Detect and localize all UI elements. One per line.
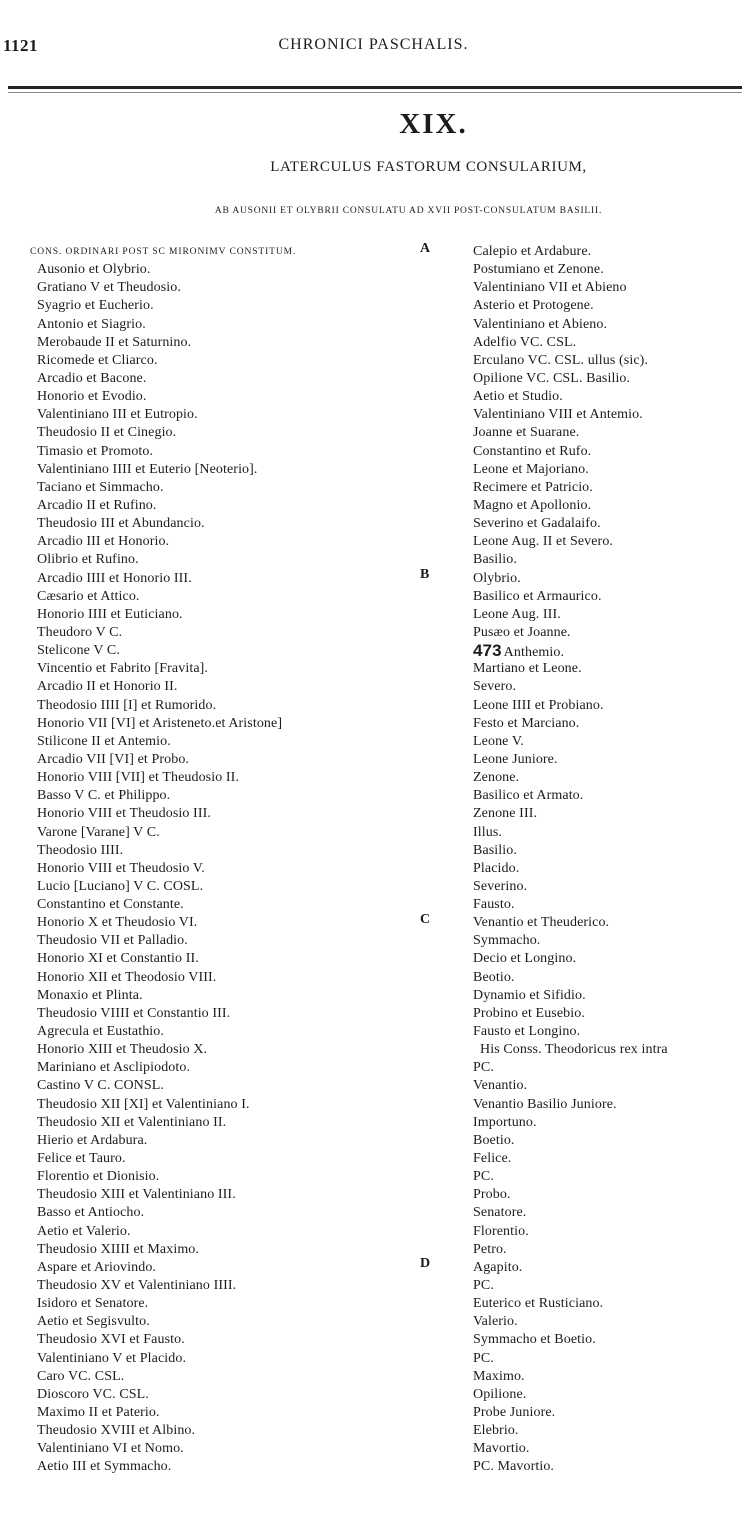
consul-entry: Valentiniano VII et Abieno <box>473 280 627 296</box>
consul-entry: Cæsario et Attico. <box>37 588 140 604</box>
consul-entry: Venantio. <box>473 1078 528 1094</box>
consul-entry: Lucio [Luciano] V C. COSL. <box>37 878 204 894</box>
consul-entry: Arcadio II et Honorio II. <box>37 679 178 695</box>
consul-entry: Aetio et Valerio. <box>37 1223 131 1239</box>
consul-entry: Placido. <box>473 860 520 876</box>
consul-entry: Honorio VIII et Theudosio V. <box>37 860 205 876</box>
consul-entry: Arcadio VII [VI] et Probo. <box>37 751 190 767</box>
consul-entry: Stilicone II et Antemio. <box>37 733 171 749</box>
consul-entry: Maximo II et Paterio. <box>37 1405 160 1420</box>
consul-entry: Hierio et Ardabura. <box>37 1132 148 1148</box>
consul-entry: Honorio XIII et Theudosio X. <box>37 1042 208 1058</box>
consul-entry: Theudosio VIIII et Constantio III. <box>37 1005 231 1021</box>
consul-entry <box>473 642 668 660</box>
consul-entry: Zenone III. <box>473 806 538 822</box>
consul-entry: Magno et Apollonio. <box>473 497 592 513</box>
consul-entry: Ricomede et Cliarco. <box>37 352 158 368</box>
consul-entry: Recimere et Patricio. <box>473 479 593 495</box>
consul-entry: Leone IIII et Probiano. <box>473 697 604 713</box>
consul-entry: Theudosio VII et Palladio. <box>37 933 188 949</box>
consul-entry: PC. <box>473 1169 494 1185</box>
consul-entry: Theudosio II et Cinegio. <box>37 425 177 441</box>
consul-entry: Theudosio XVIII et Albino. <box>37 1423 196 1439</box>
consul-entry: Valentiniano VI et Nomo. <box>37 1441 184 1457</box>
consul-entry: Valentiniano V et Placido. <box>37 1350 187 1366</box>
consul-entry: Leone Juniore. <box>473 751 558 767</box>
consul-entry: Pusæo et Joanne. <box>473 624 571 640</box>
consul-entry: His Conss. Theodoricus rex intra <box>480 1042 668 1058</box>
consul-entry: Agapito. <box>473 1259 523 1275</box>
consul-entry: Basso V C. et Philippo. <box>37 788 171 804</box>
consul-entry: Varone [Varane] V C. <box>37 824 160 840</box>
section-number: XIX. <box>399 108 468 140</box>
consul-entry: Maximo. <box>473 1368 525 1384</box>
consul-entry: Gratiano V et Theudosio. <box>37 280 181 296</box>
consul-entry: PC. <box>473 1278 494 1294</box>
consul-entry: Venantio et Theuderico. <box>473 915 610 931</box>
consul-entry: Taciano et Simmacho. <box>37 479 164 495</box>
consul-entry: Boetio. <box>473 1132 515 1148</box>
consul-entry: Theodosio IIII [I] et Rumorido. <box>37 697 217 713</box>
consul-entry: Theudosio XII [XI] et Valentiniano I. <box>37 1096 250 1112</box>
consul-entry: Isidoro et Senatore. <box>37 1296 149 1312</box>
year-marker: 473 <box>473 641 502 661</box>
consul-entry: Senatore. <box>473 1205 527 1221</box>
consul-entry: Aetio et Segisvulto. <box>37 1314 150 1330</box>
consul-entry: Castino V C. CONSL. <box>37 1078 165 1094</box>
consul-entry: PC. Mavortio. <box>473 1459 555 1475</box>
consul-entry: Aspare et Ariovindo. <box>37 1259 157 1275</box>
consul-entry: Fausto. <box>473 897 515 913</box>
consul-entry: Theudosio XII et Valentiniano II. <box>37 1114 227 1130</box>
consul-entry: Calepio et Ardabure. <box>473 244 592 259</box>
consul-entry: Festo et Marciano. <box>473 715 580 731</box>
consul-entry: Honorio X et Theudosio VI. <box>37 915 198 931</box>
header-rule-thin <box>8 92 742 93</box>
consul-entry: Stelicone V C. <box>37 643 120 659</box>
consul-entry: Theudoro V C. <box>37 624 123 640</box>
consul-entry: Theudosio XIII et Valentiniano III. <box>37 1187 236 1203</box>
consul-entry: Valentiniano et Abieno. <box>473 316 608 332</box>
consul-entry: Severino et Gadalaifo. <box>473 516 601 532</box>
consul-entry: Theudosio XIIII et Maximo. <box>37 1241 200 1257</box>
consul-entry: Venantio Basilio Juniore. <box>473 1096 617 1112</box>
consul-entry: Elebrio. <box>473 1423 519 1439</box>
consul-entry: Decio et Longino. <box>473 951 577 967</box>
running-title: CHRONICI PASCHALIS. <box>278 36 469 53</box>
section-title: LATERCULUS FASTORUM CONSULARIUM, <box>270 159 587 175</box>
consul-entry: Valerio. <box>473 1314 518 1330</box>
consul-entry: Florentio et Dionisio. <box>37 1169 160 1185</box>
consul-entry: Caro VC. CSL. <box>37 1368 125 1384</box>
consul-entry: Leone Aug. III. <box>473 606 561 622</box>
consul-entry: Merobaude II et Saturnino. <box>37 334 192 350</box>
consul-entry: Symmacho et Boetio. <box>473 1332 596 1348</box>
consul-entry: Honorio VIII [VII] et Theudosio II. <box>37 770 240 786</box>
consul-entry: Arcadio et Bacone. <box>37 370 147 386</box>
left-column-heading: CONS. ORDINARI POST SC MIRONIMV CONSTITUM. <box>30 247 297 257</box>
left-column <box>30 243 297 1477</box>
consul-entry: Felice. <box>473 1151 512 1167</box>
consul-entry: Theodosio IIII. <box>37 842 124 858</box>
consul-entry: Timasio et Promoto. <box>37 443 154 459</box>
consul-entry-text: Anthemio. <box>503 645 565 661</box>
consul-entry: Valentiniano IIII et Euterio [Neoterio]. <box>37 461 258 477</box>
consul-entry: PC. <box>473 1060 494 1076</box>
consul-entry: Symmacho. <box>473 933 541 949</box>
consul-entry: Syagrio et Eucherio. <box>37 298 154 314</box>
consul-entry: Theudosio XV et Valentiniano IIII. <box>37 1278 237 1294</box>
consul-entry: Mavortio. <box>473 1441 530 1457</box>
consul-entry: PC. <box>473 1350 494 1366</box>
consul-entry: Leone et Majoriano. <box>473 461 589 477</box>
consul-entry: Constantino et Rufo. <box>473 443 592 459</box>
consul-entry: Olybrio. <box>473 570 521 586</box>
consul-entry: Honorio VII [VI] et Aristeneto.et Aristone] <box>37 715 283 731</box>
consul-entry: Honorio VIII et Theudosio III. <box>37 806 211 822</box>
consul-entry: Probe Juniore. <box>473 1405 556 1420</box>
header-rule <box>8 86 742 89</box>
consul-entry: Basilico et Armato. <box>473 788 584 804</box>
consul-entry: Leone Aug. II et Severo. <box>473 534 614 550</box>
consul-entry: Agrecula et Eustathio. <box>37 1024 164 1040</box>
consul-entry: Aetio III et Symmacho. <box>37 1459 172 1475</box>
consul-entry: Euterico et Rusticiano. <box>473 1296 604 1312</box>
consul-entry: Dynamio et Sifidio. <box>473 987 586 1003</box>
consul-entry: Basilio. <box>473 552 517 568</box>
page-number: 1121 <box>3 36 39 55</box>
consul-entry: Valentiniano III et Eutropio. <box>37 407 198 423</box>
consul-entry: Theudosio XVI et Fausto. <box>37 1332 185 1348</box>
consul-entry: Valentiniano VIII et Antemio. <box>473 407 643 423</box>
margin-letter-b: B <box>420 567 430 582</box>
consul-entry: Monaxio et Plinta. <box>37 987 143 1003</box>
consul-entry: Leone V. <box>473 733 524 749</box>
consul-entry: Opilione. <box>473 1386 527 1402</box>
consul-entry: Honorio et Evodio. <box>37 389 147 405</box>
consul-entry: Beotio. <box>473 969 515 985</box>
consul-entry: Vincentio et Fabrito [Fravita]. <box>37 661 208 677</box>
consul-entry: Aetio et Studio. <box>473 389 563 405</box>
consul-entry: Opilione VC. CSL. Basilio. <box>473 370 631 386</box>
consul-entry: Olibrio et Rufino. <box>37 552 139 568</box>
margin-letter-c: C <box>420 912 431 927</box>
consul-entry: Joanne et Suarane. <box>473 425 580 441</box>
consul-entry: Martiano et Leone. <box>473 661 582 677</box>
consul-entry: Honorio IIII et Euticiano. <box>37 606 183 622</box>
consul-entry: Honorio XII et Theodosio VIII. <box>37 969 217 985</box>
section-subtitle: AB AUSONII ET OLYBRII CONSULATU AD XVII POST-CONSULATUM BASILII. <box>214 206 603 216</box>
consul-entry: Adelfio VC. CSL. <box>473 334 577 350</box>
consul-entry: Fausto et Longino. <box>473 1024 581 1040</box>
consul-entry: Ausonio et Olybrio. <box>37 262 151 278</box>
consul-entry: Honorio XI et Constantio II. <box>37 951 199 967</box>
consul-entry: Severo. <box>473 679 517 695</box>
consul-entry: Dioscoro VC. CSL. <box>37 1386 149 1402</box>
consul-entry: Illus. <box>473 824 502 840</box>
margin-letter-a: A <box>420 241 431 256</box>
consul-entry: Zenone. <box>473 770 520 786</box>
consul-entry: Constantino et Constante. <box>37 897 184 913</box>
consul-entry: Antonio et Siagrio. <box>37 316 146 332</box>
consul-entry: Petro. <box>473 1241 507 1257</box>
consul-entry: Felice et Tauro. <box>37 1151 126 1167</box>
consul-entry: Postumiano et Zenone. <box>473 262 604 278</box>
consul-entry: Asterio et Protogene. <box>473 298 594 314</box>
consul-entry: Probino et Eusebio. <box>473 1005 585 1021</box>
consul-entry: Erculano VC. CSL. ullus (sic). <box>473 352 649 368</box>
right-column <box>473 243 668 1477</box>
margin-letter-d: D <box>420 1256 431 1271</box>
consul-entry: Arcadio II et Rufino. <box>37 497 157 513</box>
consul-entry: Florentio. <box>473 1223 529 1239</box>
consul-entry: Theudosio III et Abundancio. <box>37 516 205 532</box>
consul-entry: Basilico et Armaurico. <box>473 588 602 604</box>
consul-entry: Basilio. <box>473 842 517 858</box>
consul-entry: Arcadio IIII et Honorio III. <box>37 570 192 586</box>
consul-entry: Severino. <box>473 878 528 894</box>
consul-entry: Basso et Antiocho. <box>37 1205 145 1221</box>
consul-entry: Arcadio III et Honorio. <box>37 534 170 550</box>
consul-entry: Probo. <box>473 1187 511 1203</box>
consul-entry: Mariniano et Asclipiodoto. <box>37 1060 191 1076</box>
consul-entry: Importuno. <box>473 1114 537 1130</box>
